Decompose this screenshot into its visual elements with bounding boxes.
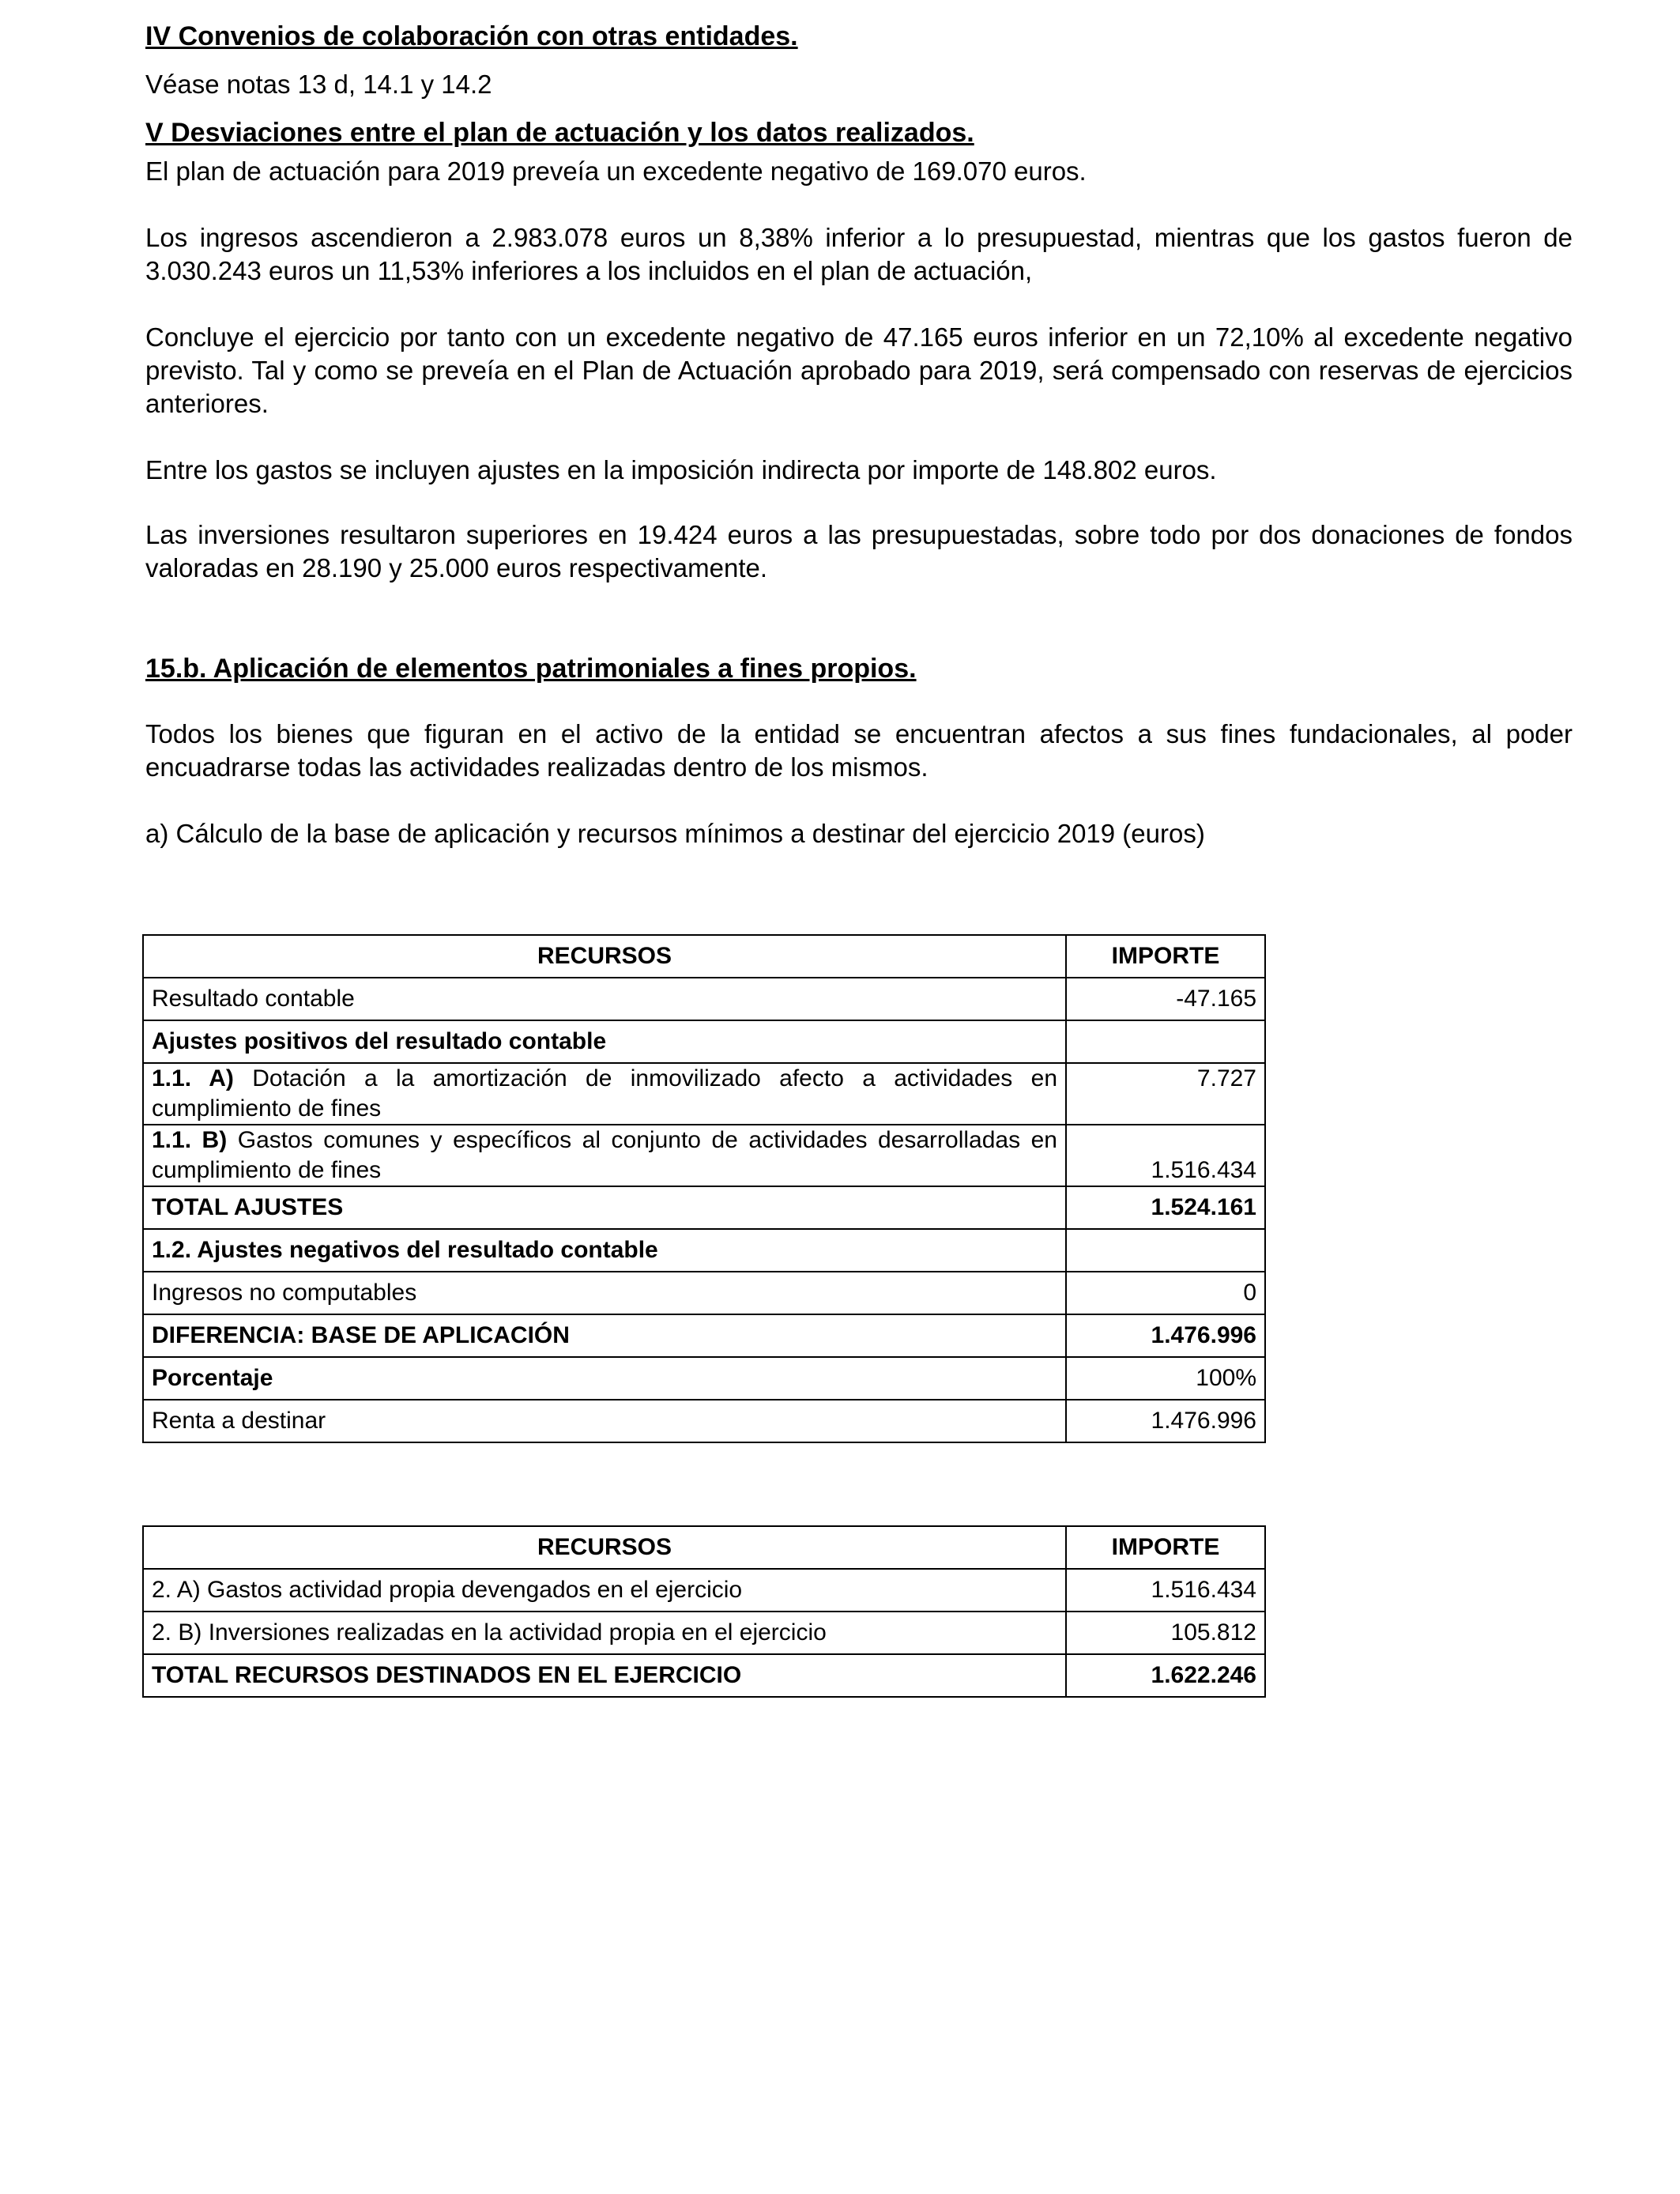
table-row [143,1229,1265,1272]
column-header-recursos: RECURSOS [143,935,1066,978]
row-value: 1.516.434 [1066,1569,1265,1612]
row-label-text: Dotación a la amortización de inmovilizado afecto a actividades en cumplimiento de fines [152,1065,1057,1122]
table-header-row [143,1526,1265,1569]
row-value [1066,1229,1265,1272]
column-header-importe: IMPORTE [1066,935,1265,978]
table-row [143,1272,1265,1314]
table-row [143,1125,1265,1186]
row-value [1066,1020,1265,1063]
section-15b-paragraph-2: a) Cálculo de la base de aplicación y recursos mínimos a destinar del ejercicio 2019 (euros) [145,819,1205,848]
table-header-row [143,935,1265,978]
row-label: Ingresos no computables [143,1272,1066,1314]
row-value: 1.524.161 [1066,1186,1265,1229]
section-iv-heading: IV Convenios de colaboración con otras entidades. [145,21,798,51]
row-value: 1.476.996 [1066,1400,1265,1442]
row-prefix: 1.1. B) [152,1127,228,1153]
row-value: 1.476.996 [1066,1314,1265,1357]
table-row [143,1654,1265,1697]
row-label: Ajustes positivos del resultado contable [143,1020,1066,1063]
row-value: 100% [1066,1357,1265,1400]
table-row [143,1400,1265,1442]
row-label: Renta a destinar [143,1400,1066,1442]
row-label: DIFERENCIA: BASE DE APLICACIÓN [143,1314,1066,1357]
base-aplicacion-table [142,934,1266,1443]
table-row [143,1063,1265,1125]
row-label: TOTAL AJUSTES [143,1186,1066,1229]
row-label: Resultado contable [143,978,1066,1020]
section-iv-text: Véase notas 13 d, 14.1 y 14.2 [145,70,492,99]
section-v-paragraph-3: Concluye el ejercicio por tanto con un excedente negativo de 47.165 euros inferior en un 72,10% al excedente negativo previsto. Tal y como se preveía en el Plan de Actuación aprobado para 2019, será compensado con reservas de ejercicios anteriores. [145,322,1573,418]
row-value: 7.727 [1066,1063,1265,1125]
row-label-text: Gastos comunes y específicos al conjunto de actividades desarrolladas en cumplimiento de fines [152,1127,1057,1183]
row-value: 1.622.246 [1066,1654,1265,1697]
row-label: 2. A) Gastos actividad propia devengados en el ejercicio [143,1569,1066,1612]
row-value: 1.516.434 [1066,1125,1265,1186]
row-value: 0 [1066,1272,1265,1314]
section-v-heading: V Desviaciones entre el plan de actuación y los datos realizados. [145,118,974,148]
section-15b-heading: 15.b. Aplicación de elementos patrimoniales a fines propios. [145,654,917,684]
column-header-recursos: RECURSOS [143,1526,1066,1569]
document-page [145,17,1573,850]
table-row [143,1612,1265,1654]
table-row [143,1020,1265,1063]
row-value: 105.812 [1066,1612,1265,1654]
section-v-paragraph-2: Los ingresos ascendieron a 2.983.078 euros un 8,38% inferior a lo presupuestad, mientras que los gastos fueron de 3.030.243 euros un 11,53% inferiores a los incluidos en el plan de actuación, [145,223,1573,285]
section-15b-paragraph-1: Todos los bienes que figuran en el activo de la entidad se encuentran afectos a sus fines fundacionales, al poder encuadrarse todas las actividades realizadas dentro de los mismos. [145,719,1573,782]
row-label: Porcentaje [143,1357,1066,1400]
table-row [143,1186,1265,1229]
row-label [143,1125,1066,1186]
row-label: 1.2. Ajustes negativos del resultado contable [143,1229,1066,1272]
row-label [143,1063,1066,1125]
column-header-importe: IMPORTE [1066,1526,1265,1569]
table-row [143,1357,1265,1400]
row-prefix: 1.1. A) [152,1065,234,1091]
section-v-paragraph-4: Entre los gastos se incluyen ajustes en la imposición indirecta por importe de 148.802 euros. [145,455,1217,484]
row-label: TOTAL RECURSOS DESTINADOS EN EL EJERCICIO [143,1654,1066,1697]
recursos-destinados-table [142,1525,1266,1698]
row-value: -47.165 [1066,978,1265,1020]
section-v-paragraph-5: Las inversiones resultaron superiores en 19.424 euros a las presupuestadas, sobre todo por dos donaciones de fondos valoradas en 28.190 y 25.000 euros respectivamente. [145,520,1573,582]
section-v-paragraph-1: El plan de actuación para 2019 preveía un excedente negativo de 169.070 euros. [145,156,1087,186]
table-row [143,1314,1265,1357]
table-row [143,1569,1265,1612]
table-row [143,978,1265,1020]
row-label: 2. B) Inversiones realizadas en la actividad propia en el ejercicio [143,1612,1066,1654]
